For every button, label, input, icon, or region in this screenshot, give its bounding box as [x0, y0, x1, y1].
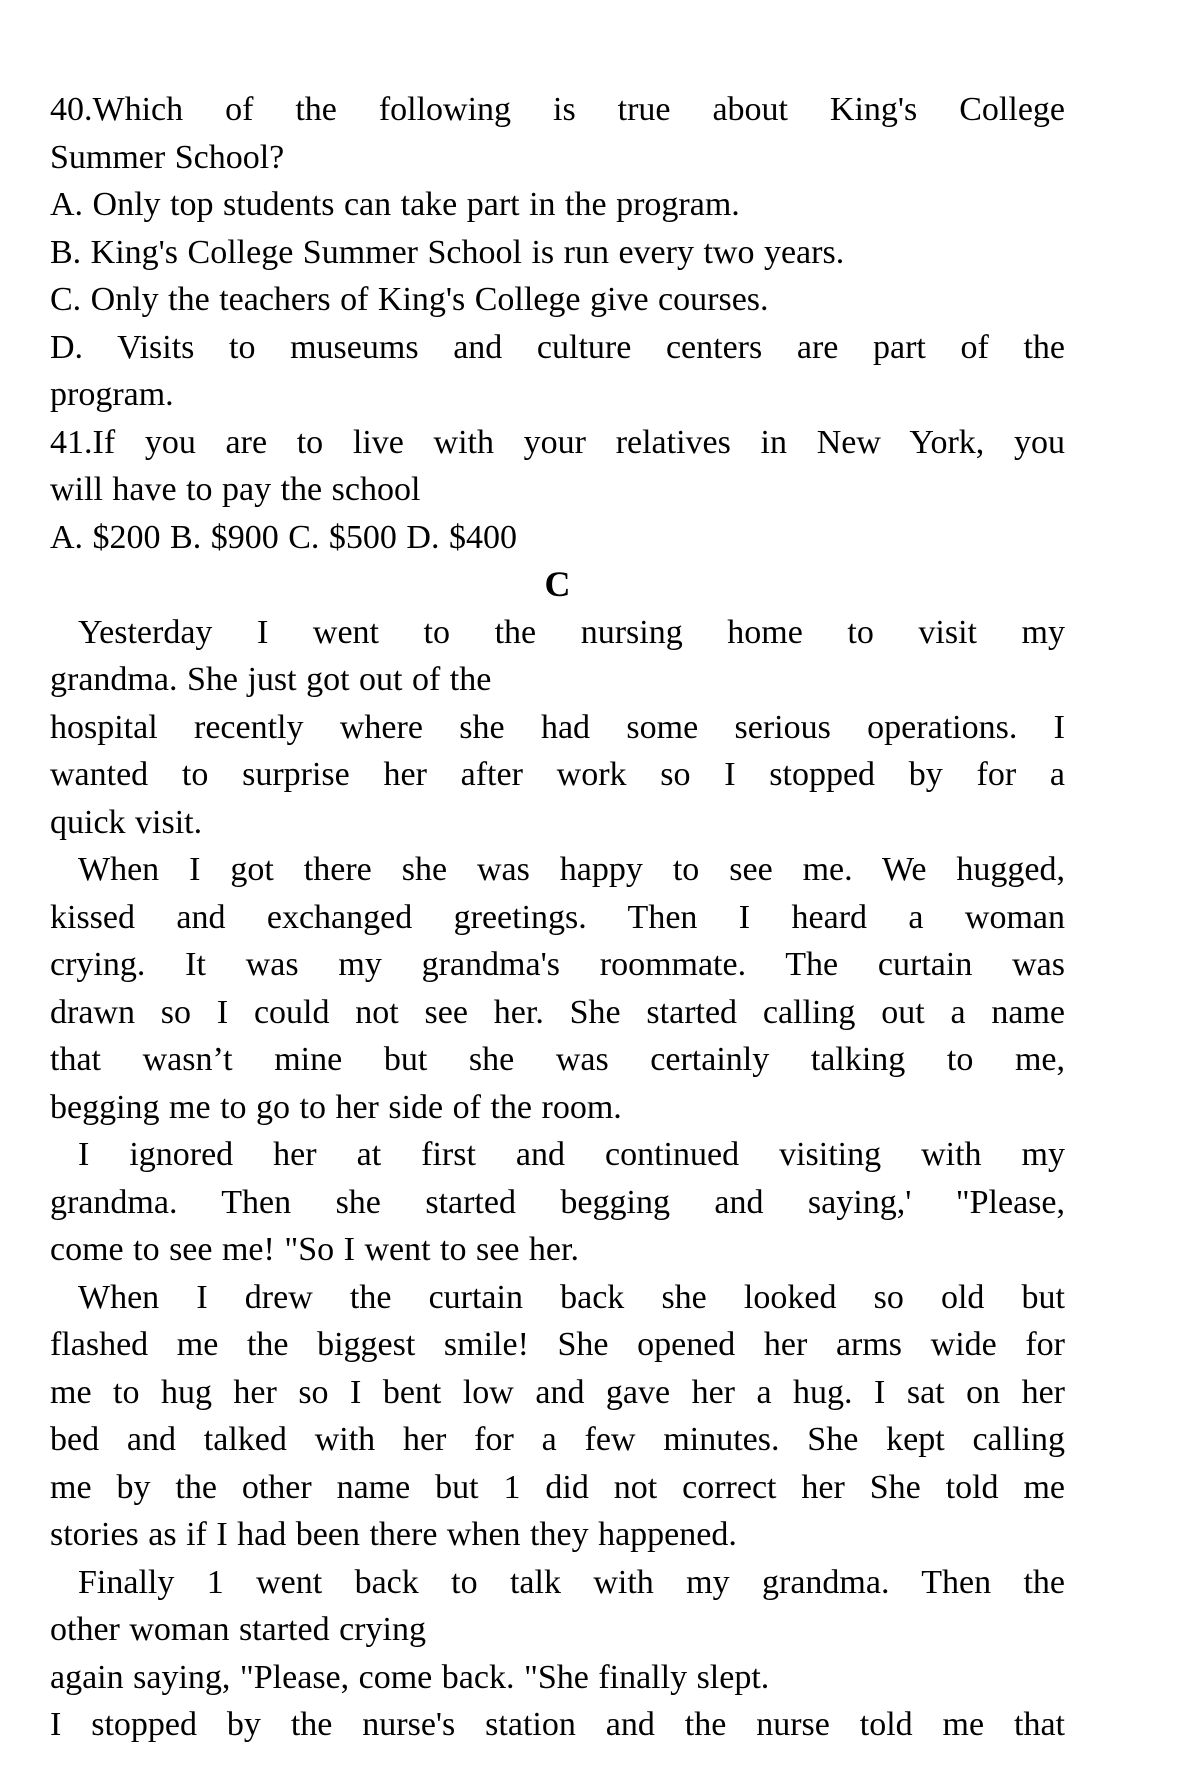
text-line: crying. It was my grandma's roommate. The curtain was: [50, 946, 1065, 983]
text-line: me by the other name but 1 did not correct her She told me: [50, 1468, 1065, 1506]
text-line: A. Only top students can take part in the program.: [50, 186, 740, 223]
text-line: A. $200 B. $900 C. $500 D. $400: [50, 518, 517, 556]
text-lines: [50, 86, 1065, 1749]
text-line: I ignored her at first and continued visiting with my: [78, 1136, 1065, 1173]
text-line: flashed me the biggest smile! She opened her arms wide for: [50, 1326, 1065, 1363]
text-line: Summer School?: [50, 138, 285, 176]
text-line: program.: [50, 376, 174, 413]
text-line: kissed and exchanged greetings. Then I heard a woman: [50, 898, 1065, 936]
text-line: bed and talked with her for a few minutes. She kept calling: [50, 1421, 1065, 1458]
text-line: D. Visits to museums and culture centers are part of the: [50, 328, 1065, 366]
text-line: Finally 1 went back to talk with my grandma. Then the: [78, 1563, 1065, 1601]
text-line: grandma. She just got out of the: [50, 661, 492, 698]
text-line: When I drew the curtain back she looked so old but: [78, 1278, 1065, 1316]
text-line: quick visit.: [50, 803, 203, 841]
text-line: me to hug her so I bent low and gave her a hug. I sat on her: [50, 1373, 1065, 1411]
text-line: again saying, "Please, come back. "She finally slept.: [50, 1658, 770, 1696]
text-line: hospital recently where she had some serious operations. I: [50, 708, 1065, 746]
text-line: grandma. Then she started begging and saying,' "Please,: [50, 1183, 1065, 1221]
text-line: 41.If you are to live with your relatives in New York, you: [50, 423, 1065, 461]
text-line: stories as if I had been there when they happened.: [50, 1516, 737, 1553]
text-line: come to see me! "So I went to see her.: [50, 1231, 579, 1268]
text-line: drawn so I could not see her. She started calling out a name: [50, 993, 1065, 1031]
text-line: wanted to surprise her after work so I stopped by for a: [50, 756, 1065, 793]
text-line: begging me to go to her side of the room.: [50, 1088, 622, 1126]
text-line: C. Only the teachers of King's College give courses.: [50, 281, 769, 318]
text-line: that wasn’t mine but she was certainly talking to me,: [50, 1041, 1065, 1078]
section-heading: C: [544, 564, 571, 604]
text-line: will have to pay the school: [50, 471, 421, 508]
text-line: B. King's College Summer School is run every two years.: [50, 233, 845, 271]
text-line: other woman started crying: [50, 1611, 426, 1648]
text-line: When I got there she was happy to see me. We hugged,: [78, 851, 1065, 888]
text-line: I stopped by the nurse's station and the nurse told me that: [50, 1706, 1065, 1743]
text-line: Yesterday I went to the nursing home to visit my: [78, 613, 1065, 651]
text-line: 40.Which of the following is true about King's College: [50, 91, 1065, 128]
